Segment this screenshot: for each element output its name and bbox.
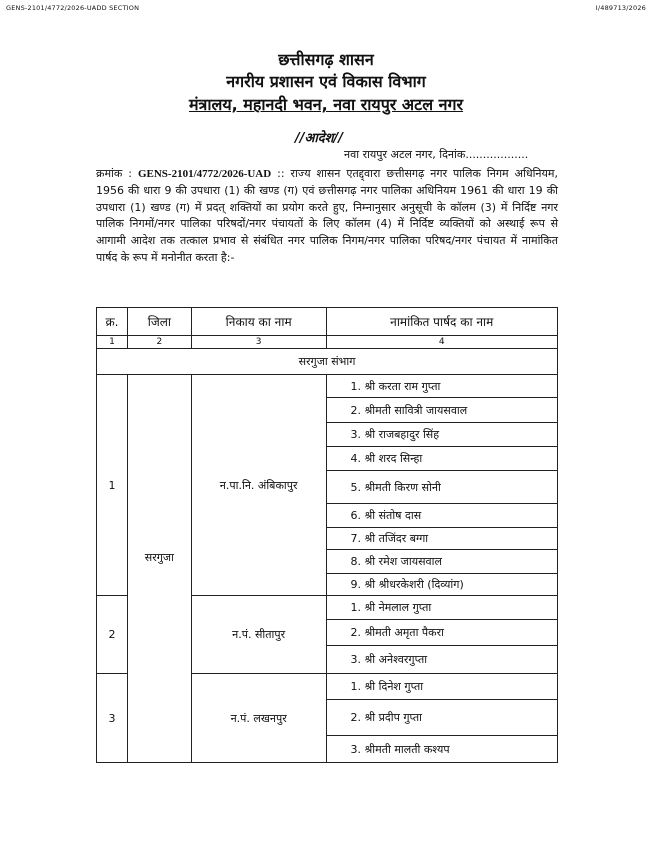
column-number: 1 <box>97 336 128 349</box>
order-heading: //आदेश// <box>295 131 344 146</box>
body-name: न.पा.नि. अंबिकापुर <box>191 375 326 596</box>
member-name: 1. श्री करता राम गुप्ता <box>326 375 558 398</box>
serial-number: 2 <box>97 596 128 674</box>
department-title: नगरीय प्रशासन एवं विकास विभाग <box>226 72 426 91</box>
member-name: 8. श्री रमेश जायसवाल <box>326 550 558 574</box>
order-number: GENS-2101/4772/2026-UAD <box>137 168 272 180</box>
member-name: 3. श्रीमती मालती कश्यप <box>326 736 558 763</box>
member-name: 9. श्री श्रीधरकेशरी (दिव्यांग) <box>326 574 558 596</box>
member-name: 4. श्री शरद सिन्हा <box>326 447 558 471</box>
header-body-name: निकाय का नाम <box>191 308 326 336</box>
member-name: 7. श्री तजिंदर बग्गा <box>326 528 558 550</box>
member-name: 1. श्री नेमलाल गुप्ता <box>326 596 558 620</box>
header-district: जिला <box>127 308 191 336</box>
reference-number: I/489713/2026 <box>595 4 646 12</box>
member-name: 5. श्रीमती किरण सोनी <box>326 471 558 504</box>
place-date-line: नवा रायपुर अटल नगर, दिनांक.................. <box>344 148 529 161</box>
serial-number: 1 <box>97 375 128 596</box>
column-number: 2 <box>127 336 191 349</box>
member-name: 2. श्री प्रदीप गुप्ता <box>326 700 558 736</box>
file-number: GENS-2101/4772/2026-UADD SECTION <box>6 4 140 12</box>
header-member-name: नामांकित पार्षद का नाम <box>326 308 558 336</box>
column-number-row <box>97 336 558 349</box>
member-name: 2. श्रीमती अमृता पैकरा <box>326 620 558 646</box>
order-body: :: राज्य शासन एतद्द्वारा छत्तीसगढ़ नगर पालिक निगम अधिनियम, 1956 की धारा 9 की उपधारा (1) की खण्ड (ग) एवं छत्तीसगढ़ नगर पालिका अधिनियम 1961 की धारा 19 की उपधारा (1) खण्ड (ग) में प्रदत् शक्तियों का प्रयोग करते हुए, निम्नानुसार अनुसूची के कॉलम (3) में निर्दिष्ट नगर पालिक निगमों/नगर पालिका परिषदों/नगर पंचायतों के लिए कॉलम (4) में निर्दिष्ट व्यक्तियों को अस्थाई रूप से आगामी आदेश तक तत्काल प्रभाव से संबंधित नगर पालिक निगम/नगर पालिका परिषद/नगर पंचायत में नामांकित पार्षद के रूप में मनोनीत करता है:- <box>96 167 558 264</box>
division-row <box>97 349 558 375</box>
member-name: 3. श्री राजबहादुर सिंह <box>326 423 558 447</box>
order-paragraph <box>96 166 558 267</box>
table-row <box>97 375 558 398</box>
body-name: न.पं. सीतापुर <box>191 596 326 674</box>
table-header-row <box>97 308 558 336</box>
header-serial: क्र. <box>97 308 128 336</box>
address-title: मंत्रालय, महानदी भवन, नवा रायपुर अटल नगर <box>188 95 464 114</box>
member-name: 2. श्रीमती सावित्री जायसवाल <box>326 398 558 423</box>
serial-number: 3 <box>97 674 128 763</box>
member-name: 3. श्री अनेश्वरगुप्ता <box>326 646 558 674</box>
division-name: सरगुजा संभाग <box>97 349 558 375</box>
district-name: सरगुजा <box>127 375 191 763</box>
order-prefix: क्रमांक : <box>96 167 138 180</box>
member-name: 6. श्री संतोष दास <box>326 504 558 528</box>
column-number: 4 <box>326 336 558 349</box>
member-name: 1. श्री दिनेश गुप्ता <box>326 674 558 700</box>
nomination-table <box>96 307 558 763</box>
govt-title: छत्तीसगढ़ शासन <box>278 50 374 69</box>
body-name: न.पं. लखनपुर <box>191 674 326 763</box>
column-number: 3 <box>191 336 326 349</box>
